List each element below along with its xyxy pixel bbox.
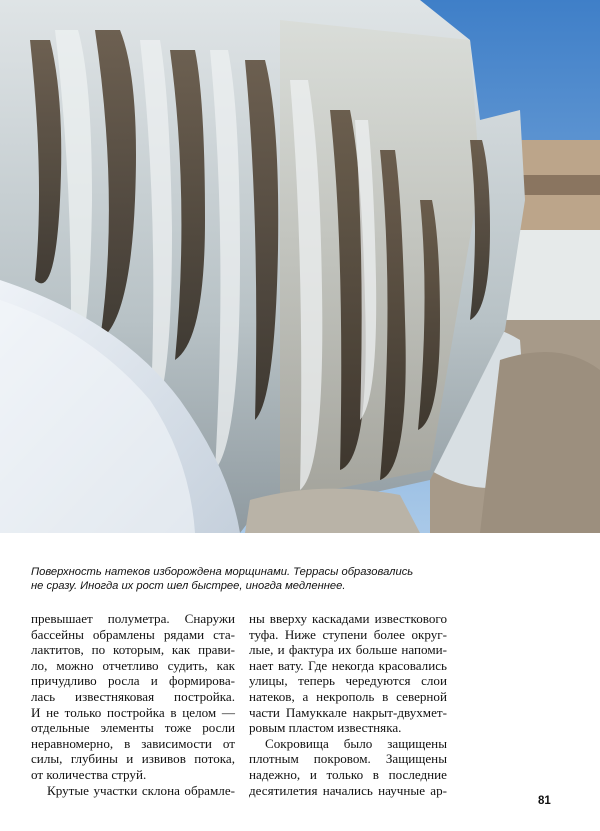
text-line: части Памуккале накрыт-двухмет- xyxy=(249,704,447,720)
text-line: нает вату. Где некогда красовались xyxy=(249,657,447,673)
text-line: улицы, теперь чередуются слои xyxy=(249,673,447,689)
text-line: ровым пластом известняка. xyxy=(249,720,402,736)
text-line: И не только постройка в целом — xyxy=(31,704,235,720)
text-line: натеков, а некрополь в северной xyxy=(249,688,447,704)
text-line: неравномерно, в зависимости от xyxy=(31,735,235,751)
caption-line: не сразу. Иногда их рост шел быстрее, иногда медленнее. xyxy=(31,580,346,592)
text-line: ны вверху каскадами известкового xyxy=(249,611,447,626)
text-line: от количества струй. xyxy=(31,766,147,782)
text-line: отдельные элементы тоже росли xyxy=(31,720,235,736)
text-line: причудливо росла и формирова- xyxy=(31,673,235,689)
text-line: бассейны обрамлены рядами ста- xyxy=(31,626,235,642)
text-line: надежно, и только в последние xyxy=(249,766,447,782)
text-line: Крутые участки склона обрамле- xyxy=(47,782,235,798)
text-line: десятилетия начались научные ар- xyxy=(249,782,447,798)
text-line: ло, можно отчетливо судить, как xyxy=(31,657,235,673)
text-line: лактитов, по которым, как прави- xyxy=(31,642,235,658)
right-text-column xyxy=(249,611,447,798)
text-line: плотным покровом. Защищены xyxy=(249,751,447,767)
text-line: туфа. Ниже ступени более округ- xyxy=(249,626,447,642)
page-number: 81 xyxy=(538,795,551,807)
text-line: превышает полуметра. Снаружи xyxy=(31,611,235,626)
text-line: силы, глубины и извивов потока, xyxy=(31,751,235,767)
text-line: лые, и фактура их больше напоми- xyxy=(249,642,447,658)
photo-caption xyxy=(31,565,551,593)
text-line: Сокровища было защищены xyxy=(265,735,447,751)
left-text-column xyxy=(31,611,235,798)
caption-line: Поверхность натеков изборождена морщинами. Террасы образовались xyxy=(31,566,414,578)
text-line: лась известняковая постройка. xyxy=(31,688,235,704)
